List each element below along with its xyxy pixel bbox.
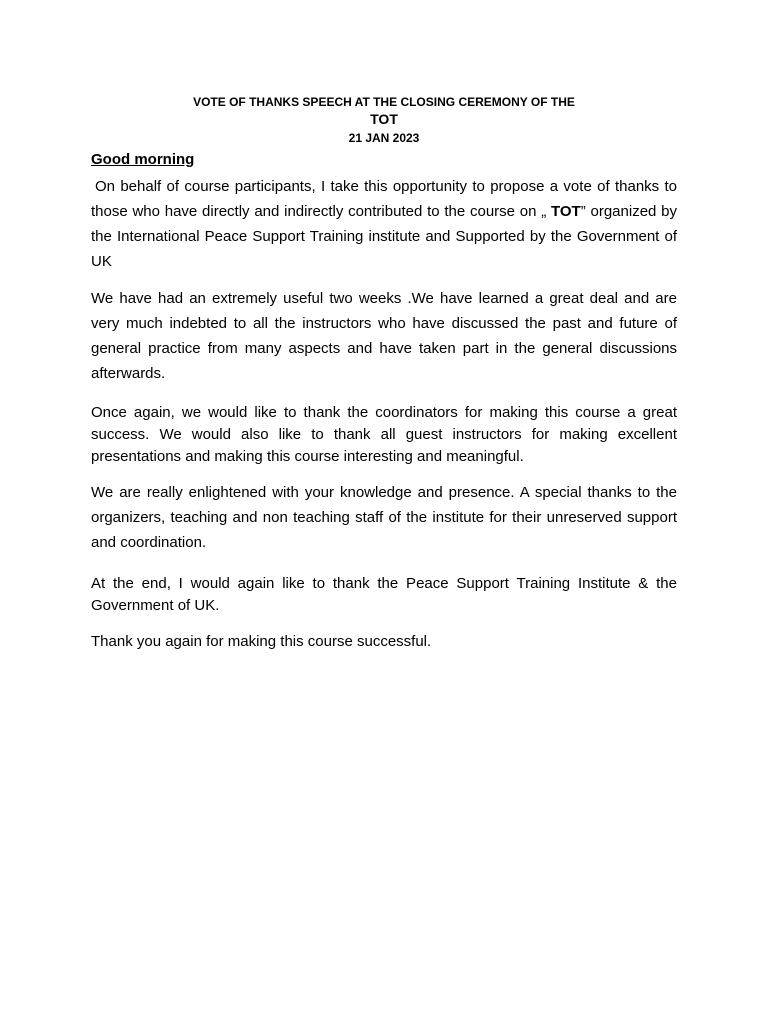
- paragraph-closing: Thank you again for making this course successful.: [91, 633, 432, 650]
- paragraph-opening-text: On behalf of course participants, I take this opportunity to propose a vote of thanks to those who have directly and indirectly contributed to the course on „: [91, 178, 677, 220]
- document-page: [91, 94, 677, 653]
- course-name: TOT: [551, 203, 581, 220]
- paragraph-opening-text-end: ” organized by the International Peace Support Training institute and Supported by the Government of UK: [91, 203, 677, 270]
- document-date: 21 JAN 2023: [348, 131, 420, 145]
- document-title-acronym: TOT: [370, 111, 398, 127]
- paragraph-organizers: We are really enlightened with your knowledge and presence. A special thanks to the organizers, teaching and non teaching staff of the institute for their unreserved support and coordination.: [91, 484, 677, 551]
- paragraph-coordinators: Once again, we would like to thank the coordinators for making this course a great success. We would also like to thank all guest instructors for making excellent presentations and making this course interesting and meaningful.: [91, 404, 677, 465]
- paragraph-opening: [91, 174, 677, 274]
- document-title: VOTE OF THANKS SPEECH AT THE CLOSING CEREMONY OF THE: [193, 95, 575, 109]
- paragraph-final-thanks: At the end, I would again like to thank the Peace Support Training Institute & the Government of UK.: [91, 575, 677, 614]
- paragraph-instructors: We have had an extremely useful two weeks .We have learned a great deal and are very much indebted to all the instructors who have discussed the past and future of general practice from many aspects and have taken part in the general discussions afterwards.: [91, 290, 677, 382]
- greeting-heading: Good morning: [91, 151, 195, 168]
